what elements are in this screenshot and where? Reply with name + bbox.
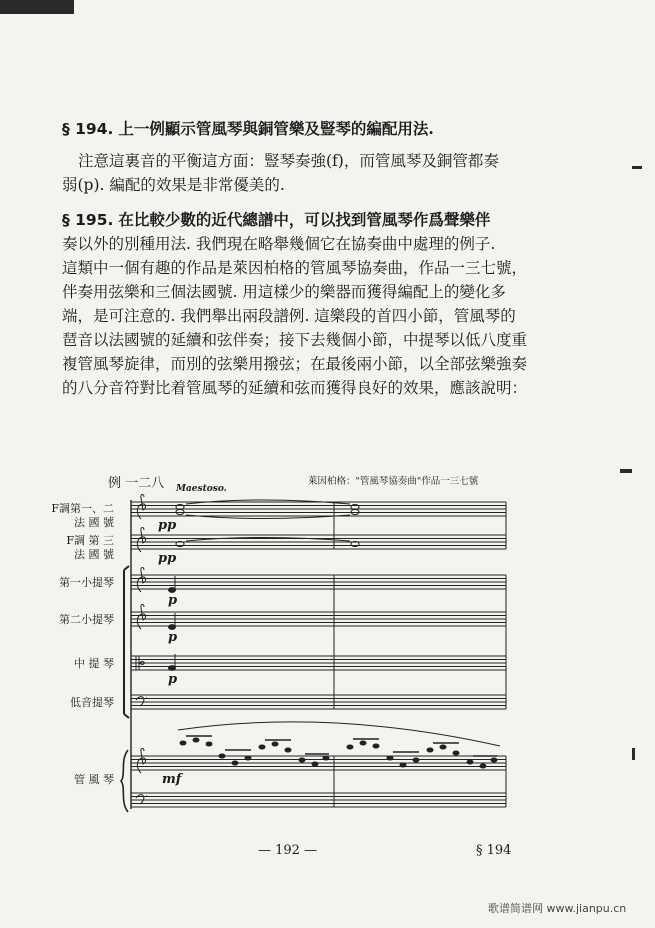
staff-bass — [131, 695, 506, 709]
paragraph-line — [62, 117, 548, 141]
instrument-label — [66, 534, 114, 562]
line-text: 在比較少數的近代總譜中，可以找到管風琴作爲聲樂伴 — [118, 210, 491, 229]
dynamic-marking: pp — [158, 518, 177, 533]
dynamic-marking: p — [168, 630, 178, 645]
paragraph-line: 的八分音符對比着管風琴的延續和弦而獲得良好的效果，應該說明： — [62, 379, 528, 397]
staff-organ-lower — [131, 793, 506, 807]
paragraph-195 — [62, 208, 548, 400]
staff-viola — [131, 656, 506, 670]
staff-violin1 — [131, 575, 506, 589]
staff-violin2 — [131, 612, 506, 626]
paragraph-194 — [62, 117, 548, 197]
instrument-label-line: 法 國 號 — [74, 548, 114, 561]
instrument-label — [51, 502, 114, 530]
instrument-label: 管 風 琴 — [74, 773, 114, 786]
paragraph-line: 奏以外的別種用法. 我們現在略舉幾個它在協奏曲中處理的例子. — [62, 235, 496, 253]
instrument-label: 中 提 琴 — [74, 657, 114, 670]
dynamic-marking: p — [168, 593, 178, 608]
instrument-label: 第一小提琴 — [59, 576, 114, 589]
line-text: 上一例顯示管風琴與銅管樂及豎琴的編配用法. — [118, 119, 434, 138]
paragraph-line: 弱(p). 編配的效果是非常優美的. — [62, 176, 285, 194]
paragraph-line: 端，是可注意的. 我們舉出兩段譜例. 這樂段的首四小節，管風琴的 — [62, 307, 516, 325]
staff-organ-upper — [131, 756, 506, 770]
scan-edge-mark — [0, 0, 74, 14]
instrument-label: 第二小提琴 — [59, 613, 114, 626]
page-number: — 192 — — [258, 843, 318, 858]
instrument-label-line: F調 第 三 — [66, 534, 114, 547]
dynamic-marking: p — [168, 672, 178, 687]
paragraph-line: 伴奏用弦樂和三個法國號. 用這樣少的樂器而獲得編配上的變化多 — [62, 283, 506, 301]
staff-horn3 — [131, 535, 506, 549]
instrument-label-line: 法 國 號 — [74, 516, 114, 529]
score-example — [0, 460, 655, 840]
score-source: 萊因柏格："管風琴協奏曲"作品一三七號 — [308, 476, 479, 487]
instrument-label: 低音提琴 — [70, 696, 114, 709]
paragraph-line — [62, 208, 548, 232]
paragraph-line: 複管風琴旋律，而別的弦樂用撥弦；在最後兩小節，以全部弦樂強奏 — [62, 355, 528, 373]
scan-speck — [632, 748, 635, 760]
paragraph-line: 琶音以法國號的延續和弦伴奏；接下去幾個小節，中提琴以低八度重 — [62, 331, 528, 349]
scan-speck — [632, 166, 642, 169]
paragraph-line: 這類中一個有趣的作品是萊因柏格的管風琴協奏曲，作品一三七號， — [62, 259, 528, 277]
section-number: § 194. — [62, 120, 114, 138]
dynamic-marking: pp — [158, 551, 177, 566]
dynamic-marking: mf — [162, 772, 182, 787]
example-label: 例 一二八 — [108, 476, 165, 491]
section-reference: § 194 — [476, 843, 512, 858]
instrument-label-line: F調第一、二 — [51, 502, 114, 515]
watermark: 歌谱简谱网 www.jianpu.cn — [488, 902, 627, 915]
scan-speck — [620, 469, 632, 473]
section-number: § 195. — [62, 211, 114, 229]
tempo-marking: Maestoso. — [176, 484, 227, 494]
paragraph-line: 注意這裏音的平衡這方面：豎琴奏強(f)，而管風琴及銅管都奏 — [78, 152, 499, 170]
